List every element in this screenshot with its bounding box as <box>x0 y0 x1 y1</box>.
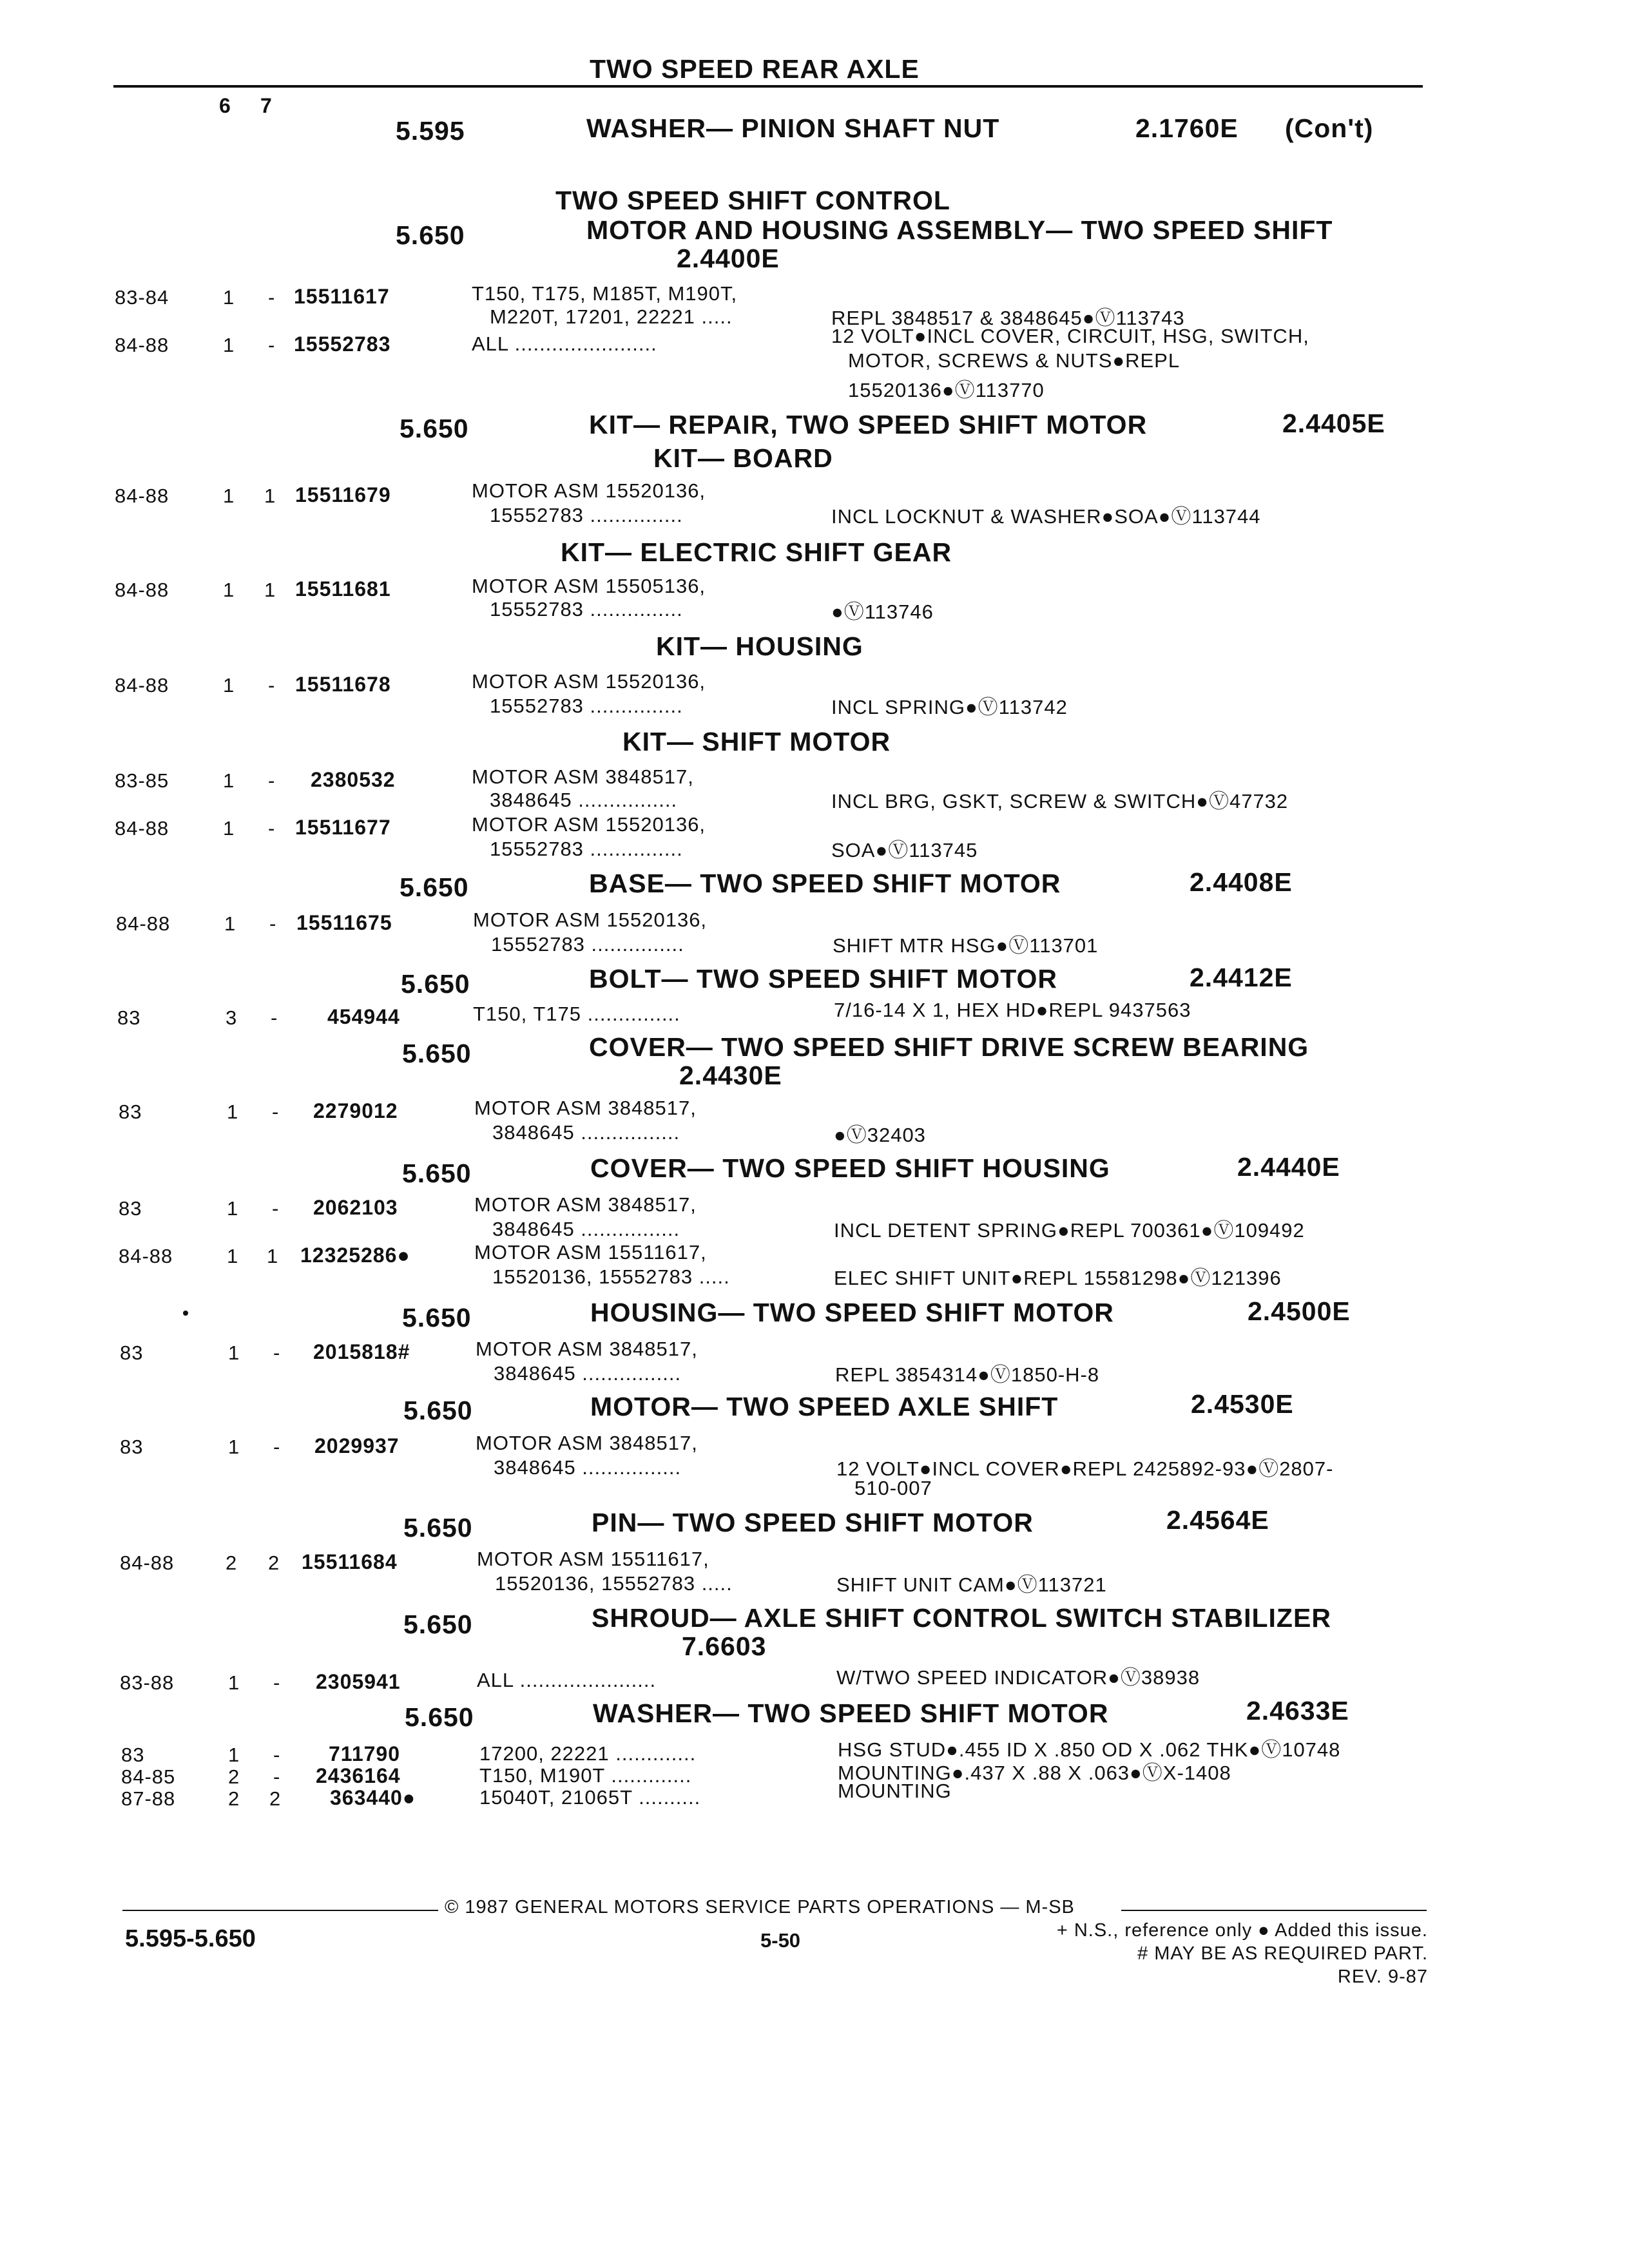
row-part-number: 12325286● <box>300 1244 410 1267</box>
row-notes-2: 510-007 <box>854 1477 932 1499</box>
row-description: MOTOR ASM 15520136, <box>472 670 706 693</box>
section-title: BOLT— TWO SPEED SHIFT MOTOR <box>589 964 1058 994</box>
row-years: 83 <box>120 1341 144 1364</box>
row-description-2: M220T, 17201, 22221 ..... <box>490 305 733 328</box>
row-part-number: 15552783 <box>294 332 391 356</box>
section-ref: 2.4440E <box>1237 1152 1340 1182</box>
row-qty-b: 1 <box>264 485 276 507</box>
row-description: MOTOR ASM 3848517, <box>474 1097 697 1119</box>
subsection-title: KIT— BOARD <box>653 443 833 473</box>
row-part-number: 15511678 <box>295 673 391 696</box>
row-qty-b: - <box>273 1341 281 1364</box>
row-notes-2: MOTOR, SCREWS & NUTS●REPL <box>848 349 1181 372</box>
row-qty-b: - <box>272 1197 280 1220</box>
section-title: PIN— TWO SPEED SHIFT MOTOR <box>592 1508 1034 1537</box>
column-6-label: 6 <box>219 94 231 117</box>
row-notes: ●Ⓥ32403 <box>834 1124 926 1146</box>
page-number: 5-50 <box>760 1929 801 1952</box>
row-description-2: 3848645 ................ <box>494 1362 682 1385</box>
section-title: COVER— TWO SPEED SHIFT DRIVE SCREW BEARING <box>589 1032 1309 1062</box>
row-qty-a: 1 <box>223 334 235 356</box>
section-ref: 2.4405E <box>1282 408 1385 438</box>
row-qty-b: - <box>268 769 276 792</box>
header-rule <box>113 85 1423 88</box>
row-part-number: 15511684 <box>302 1550 398 1573</box>
row-notes: REPL 3848517 & 3848645●Ⓥ113743 <box>831 307 1185 329</box>
row-notes: 12 VOLT●INCL COVER, CIRCUIT, HSG, SWITCH, <box>831 325 1309 347</box>
row-qty-b: 2 <box>268 1552 280 1574</box>
row-qty-a: 2 <box>226 1552 238 1574</box>
top-section-note: (Con't) <box>1285 113 1374 143</box>
section-code: 5.650 <box>403 1396 473 1425</box>
section-ref: 2.4633E <box>1246 1696 1349 1725</box>
row-description-2: 3848645 ................ <box>492 1218 680 1240</box>
row-description: T150, T175 ............... <box>473 1003 680 1025</box>
subsection-title: KIT— ELECTRIC SHIFT GEAR <box>561 537 952 567</box>
row-qty-a: 2 <box>228 1765 240 1788</box>
section-ref: 7.6603 <box>682 1631 767 1661</box>
row-description: MOTOR ASM 3848517, <box>476 1338 698 1360</box>
row-qty-a: 1 <box>227 1245 239 1267</box>
row-years: 84-88 <box>115 485 169 507</box>
row-notes: INCL LOCKNUT & WASHER●SOA●Ⓥ113744 <box>831 505 1261 528</box>
row-notes: INCL SPRING●Ⓥ113742 <box>831 696 1068 718</box>
row-years: 84-85 <box>121 1765 176 1788</box>
row-qty-b: - <box>269 912 277 935</box>
footer-rule-left <box>122 1910 438 1911</box>
row-qty-a: 1 <box>228 1744 240 1766</box>
row-years: 83 <box>119 1197 142 1220</box>
row-qty-a: 1 <box>224 912 236 935</box>
section-ref: 2.4530E <box>1191 1389 1294 1419</box>
row-qty-b: - <box>272 1100 280 1123</box>
row-part-number: 2380532 <box>311 768 396 791</box>
top-section-code: 5.595 <box>396 116 465 146</box>
row-description: MOTOR ASM 15505136, <box>472 575 706 597</box>
row-qty-a: 1 <box>223 579 235 601</box>
section-ref: 2.4500E <box>1248 1296 1351 1326</box>
row-part-number: 711790 <box>329 1742 401 1765</box>
section-code: 5.650 <box>401 969 470 999</box>
section-code: 5.650 <box>396 220 465 250</box>
row-qty-b: - <box>268 817 276 840</box>
row-part-number: 2029937 <box>314 1434 400 1457</box>
row-part-number: 2305941 <box>316 1670 401 1693</box>
row-description: MOTOR ASM 3848517, <box>472 765 694 788</box>
legend-line-1: + N.S., reference only ● Added this issue. <box>1056 1920 1428 1941</box>
row-description: MOTOR ASM 15511617, <box>477 1548 709 1570</box>
row-years: 84-88 <box>115 817 169 840</box>
row-notes: W/TWO SPEED INDICATOR●Ⓥ38938 <box>836 1666 1200 1689</box>
row-description-2: 15552783 ............... <box>490 504 683 526</box>
row-notes: ●Ⓥ113746 <box>831 601 934 623</box>
revision: REV. 9-87 <box>1337 1966 1428 1987</box>
row-qty-b: - <box>273 1436 281 1458</box>
section-code: 5.650 <box>402 1039 472 1068</box>
row-notes: ELEC SHIFT UNIT●REPL 15581298●Ⓥ121396 <box>834 1267 1282 1289</box>
row-years: 84-88 <box>119 1245 173 1267</box>
row-description: MOTOR ASM 15511617, <box>474 1241 707 1264</box>
row-part-number: 15511681 <box>295 577 391 601</box>
row-notes: SHIFT UNIT CAM●Ⓥ113721 <box>836 1573 1107 1596</box>
row-qty-a: 3 <box>226 1006 238 1029</box>
row-notes: 12 VOLT●INCL COVER●REPL 2425892-93●Ⓥ2807- <box>836 1457 1334 1480</box>
row-description: ALL ....................... <box>472 332 657 355</box>
section-ref: 2.4430E <box>679 1061 782 1090</box>
row-description-2: 15552783 ............... <box>490 598 683 620</box>
row-qty-a: 1 <box>223 817 235 840</box>
row-part-number: 2279012 <box>313 1099 398 1122</box>
row-years: 83 <box>119 1100 142 1123</box>
row-description: T150, M190T ............. <box>479 1764 692 1787</box>
row-notes: INCL BRG, GSKT, SCREW & SWITCH●Ⓥ47732 <box>831 790 1289 812</box>
row-qty-a: 1 <box>223 286 235 309</box>
section-title: SHROUD— AXLE SHIFT CONTROL SWITCH STABILIZER <box>592 1603 1331 1633</box>
row-qty-a: 1 <box>223 674 235 697</box>
row-qty-a: 1 <box>228 1341 240 1364</box>
row-years: 83 <box>117 1006 141 1029</box>
section-title: HOUSING— TWO SPEED SHIFT MOTOR <box>590 1298 1114 1327</box>
section-title: BASE— TWO SPEED SHIFT MOTOR <box>589 869 1061 898</box>
page-title: TWO SPEED REAR AXLE <box>590 54 920 84</box>
row-qty-a: 2 <box>228 1787 240 1810</box>
row-qty-b: - <box>268 674 276 697</box>
row-years: 87-88 <box>121 1787 176 1810</box>
row-part-number: 15511675 <box>296 911 392 934</box>
row-description: MOTOR ASM 15520136, <box>473 908 708 931</box>
section-title: MOTOR— TWO SPEED AXLE SHIFT <box>590 1392 1059 1421</box>
row-qty-b: - <box>273 1671 281 1694</box>
row-description: ALL ...................... <box>477 1669 657 1691</box>
row-description-2: 3848645 ................ <box>490 789 678 811</box>
row-part-number: 15511677 <box>295 816 391 839</box>
column-7-label: 7 <box>260 94 272 117</box>
row-description-2: 3848645 ................ <box>494 1456 682 1479</box>
section-ref: 2.4412E <box>1190 963 1293 992</box>
row-qty-a: 1 <box>228 1671 240 1694</box>
row-notes: MOUNTING●.437 X .88 X .063●ⓋX-1408 <box>838 1762 1231 1784</box>
row-part-number: 15511617 <box>294 285 390 308</box>
section-code: 5.650 <box>400 414 469 443</box>
section-title: MOTOR AND HOUSING ASSEMBLY— TWO SPEED SHIFT <box>586 215 1333 245</box>
section-title: KIT— REPAIR, TWO SPEED SHIFT MOTOR <box>589 410 1148 439</box>
row-years: 83-84 <box>115 286 169 309</box>
row-description: MOTOR ASM 15520136, <box>472 479 706 502</box>
row-years: 84-88 <box>116 912 171 935</box>
section-code: 5.650 <box>403 1610 473 1639</box>
section-code: 5.650 <box>405 1702 474 1732</box>
row-qty-b: - <box>268 286 276 309</box>
row-description: 17200, 22221 ............. <box>479 1742 697 1765</box>
row-years: 83-88 <box>120 1671 175 1694</box>
row-qty-b: 1 <box>267 1245 279 1267</box>
row-description-2: 15520136, 15552783 ..... <box>492 1265 730 1288</box>
section-code: 5.650 <box>403 1513 473 1542</box>
row-qty-b: - <box>271 1006 278 1029</box>
row-notes: SHIFT MTR HSG●Ⓥ113701 <box>833 934 1099 957</box>
page-range: 5.595-5.650 <box>125 1925 256 1952</box>
section-code: 5.650 <box>402 1158 472 1188</box>
row-description-2: 15552783 ............... <box>490 695 683 717</box>
row-description-2: 15552783 ............... <box>490 838 683 860</box>
section-title: WASHER— TWO SPEED SHIFT MOTOR <box>593 1698 1109 1728</box>
row-description: MOTOR ASM 15520136, <box>472 813 706 836</box>
row-notes: INCL DETENT SPRING●REPL 700361●Ⓥ109492 <box>834 1219 1305 1242</box>
footer-rule-right <box>1121 1910 1427 1911</box>
legend-line-2: # MAY BE AS REQUIRED PART. <box>1137 1943 1428 1964</box>
row-part-number: 2062103 <box>313 1196 398 1219</box>
row-part-number: 363440● <box>330 1786 416 1809</box>
top-section-ref: 2.1760E <box>1135 113 1239 143</box>
row-qty-b: 2 <box>269 1787 282 1810</box>
row-years: 83 <box>121 1744 145 1766</box>
row-qty-a: 1 <box>223 485 235 507</box>
row-part-number: 15511679 <box>295 483 391 506</box>
row-description: MOTOR ASM 3848517, <box>476 1432 698 1454</box>
row-notes: REPL 3854314●Ⓥ1850-H-8 <box>835 1363 1100 1386</box>
section-code: 5.650 <box>402 1303 472 1332</box>
row-description-2: 15552783 ............... <box>491 933 684 956</box>
section-title: COVER— TWO SPEED SHIFT HOUSING <box>590 1153 1110 1183</box>
group-title: TWO SPEED SHIFT CONTROL <box>555 186 950 215</box>
row-part-number: 2015818# <box>313 1340 410 1363</box>
row-qty-b: - <box>273 1765 281 1788</box>
row-notes: 7/16-14 X 1, HEX HD●REPL 9437563 <box>834 999 1191 1021</box>
row-notes: MOUNTING <box>838 1780 952 1802</box>
row-description: 15040T, 21065T .......... <box>479 1786 701 1809</box>
row-years: 83-85 <box>115 769 169 792</box>
row-qty-a: 1 <box>227 1100 239 1123</box>
stray-dot <box>183 1311 188 1316</box>
row-notes-3: 15520136●Ⓥ113770 <box>848 379 1045 401</box>
section-ref: 2.4408E <box>1190 867 1293 897</box>
row-years: 84-88 <box>115 334 169 356</box>
row-part-number: 2436164 <box>316 1764 401 1787</box>
row-qty-b: 1 <box>264 579 276 601</box>
row-years: 83 <box>120 1436 144 1458</box>
row-description-2: 3848645 ................ <box>492 1121 680 1144</box>
row-notes: HSG STUD●.455 ID X .850 OD X .062 THK●Ⓥ10748 <box>838 1738 1341 1761</box>
row-qty-b: - <box>268 334 276 356</box>
row-qty-a: 1 <box>223 769 235 792</box>
section-ref: 2.4564E <box>1166 1505 1269 1535</box>
section-ref: 2.4400E <box>677 244 780 273</box>
row-qty-b: - <box>273 1744 281 1766</box>
row-description: T150, T175, M185T, M190T, <box>472 282 738 305</box>
row-years: 84-88 <box>115 674 169 697</box>
row-qty-a: 1 <box>228 1436 240 1458</box>
row-years: 84-88 <box>120 1552 175 1574</box>
row-description-2: 15520136, 15552783 ..... <box>495 1572 733 1595</box>
subsection-title: KIT— HOUSING <box>656 631 863 661</box>
subsection-title: KIT— SHIFT MOTOR <box>622 727 891 756</box>
row-description: MOTOR ASM 3848517, <box>474 1193 697 1216</box>
copyright: © 1987 GENERAL MOTORS SERVICE PARTS OPERATIONS — M-SB <box>445 1897 1075 1917</box>
row-qty-a: 1 <box>227 1197 239 1220</box>
row-part-number: 454944 <box>327 1005 400 1028</box>
section-code: 5.650 <box>400 872 469 902</box>
row-notes: SOA●Ⓥ113745 <box>831 839 978 861</box>
top-section-title: WASHER— PINION SHAFT NUT <box>586 113 1000 143</box>
row-years: 84-88 <box>115 579 169 601</box>
